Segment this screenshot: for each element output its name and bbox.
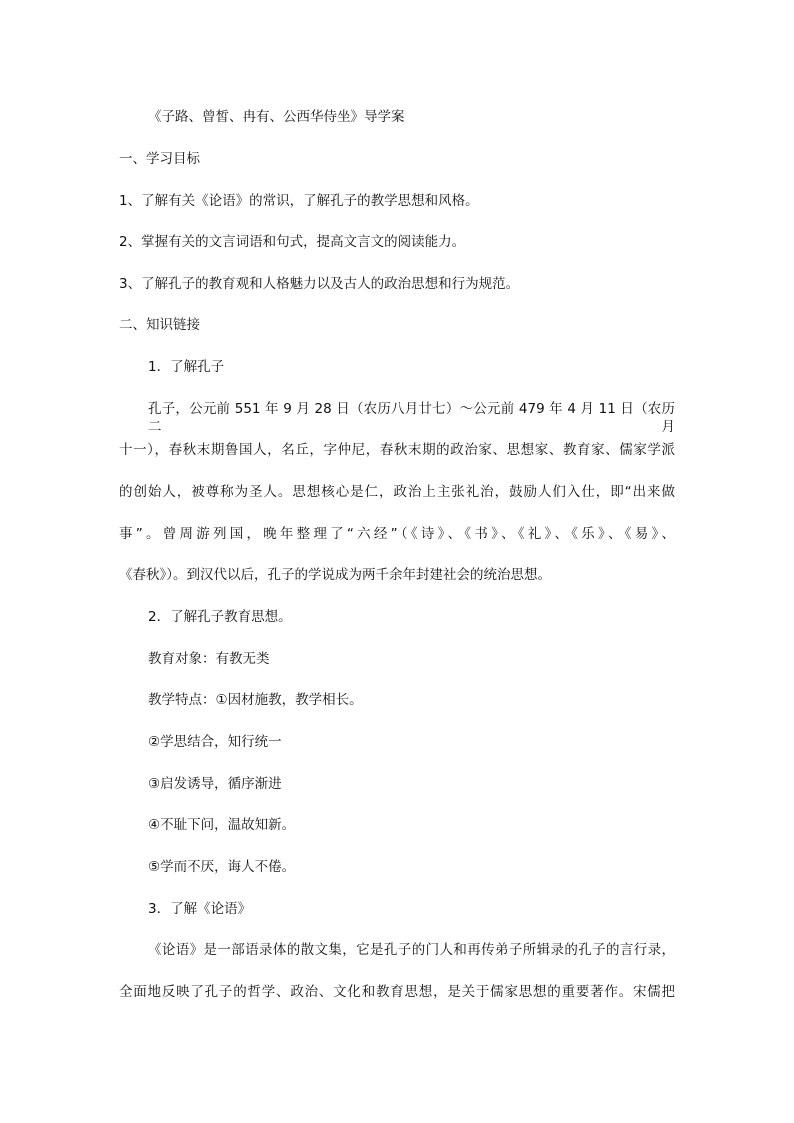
education-line: ④不耻下问，温故知新。 [148,817,296,833]
section-heading-knowledge: 二、知识链接 [119,317,200,333]
education-line: 教学特点：①因材施教，教学相长。 [148,692,363,708]
paragraph-line: 全面地反映了孔子的哲学、政治、文化和教育思想，是关于儒家思想的重要著作。宋儒把 [119,984,675,1000]
paragraph-line: 十一），春秋末期鲁国人，名丘，字仲尼，春秋末期的政治家、思想家、教育家、儒家学派 [119,442,675,458]
education-line: ③启发诱导，循序渐进 [148,776,282,792]
education-line: ⑤学而不厌，诲人不倦。 [148,859,296,875]
paragraph-line: 孔子，公元前 551 年 9 月 28 日（农历八月廿七）～公元前 479 年 4 月 11 日（农历二月 [148,401,675,435]
education-line: 教育对象：有教无类 [148,651,270,667]
goal-item: 2、掌握有关的文言词语和句式，提高文言文的阅读能力。 [119,234,466,250]
subheading-confucius: 1．了解孔子 [148,359,225,375]
document-title: 《子路、曾皙、冉有、公西华侍坐》导学案 [148,109,405,125]
subheading-education: 2．了解孔子教育思想。 [148,609,292,625]
paragraph-line: 《春秋》）。到汉代以后，孔子的学说成为两千余年封建社会的统治思想。 [119,567,551,583]
subheading-analects: 3．了解《论语》 [148,901,252,917]
section-heading-goals: 一、学习目标 [119,151,200,167]
goal-item: 3、了解孔子的教育观和人格魅力以及古人的政治思想和行为规范。 [119,276,520,292]
paragraph-line: 事”。曾周游列国，晚年整理了“六经”（《诗》、《书》、《礼》、《乐》、《易》、 [119,526,675,542]
paragraph-line: 《论语》是一部语录体的散文集，它是孔子的门人和再传弟子所辑录的孔子的言行录， [148,942,675,958]
goal-item: 1、了解有关《论语》的常识，了解孔子的教学思想和风格。 [119,193,479,209]
paragraph-line: 的创始人，被尊称为圣人。思想核心是仁，政治上主张礼治，鼓励人们入仕，即“出来做 [119,484,675,500]
education-line: ②学思结合，知行统一 [148,734,282,750]
